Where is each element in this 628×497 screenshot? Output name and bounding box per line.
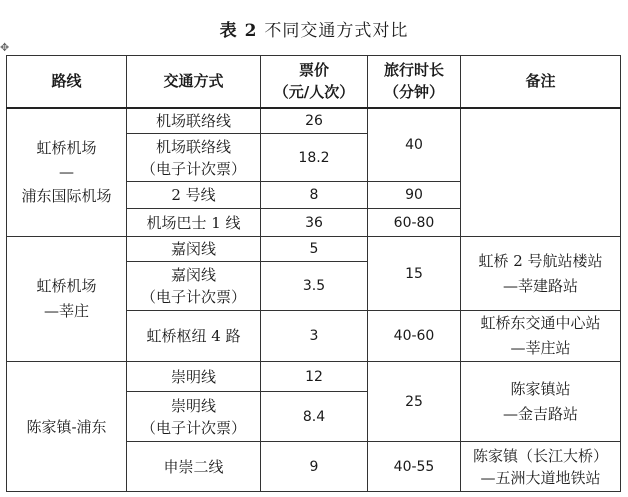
route-cell: 陈家镇-浦东	[7, 362, 127, 492]
caption-title: 不同交通方式对比	[264, 21, 409, 41]
fare-cell: 5	[261, 237, 368, 262]
table-row	[7, 237, 621, 262]
route-line: —莘庄	[43, 302, 89, 320]
header-fare-line1: 票价	[298, 61, 329, 80]
note-line: 虹桥东交通中心站	[480, 314, 601, 332]
time-cell: 60-80	[368, 209, 461, 237]
note-line: —五洲大道地铁站	[480, 468, 601, 487]
mode-cell: 虹桥枢纽 4 路	[127, 311, 261, 362]
fare-cell: 9	[261, 442, 368, 492]
mode-cell: 机场联络线	[127, 108, 261, 134]
comparison-table	[6, 55, 621, 492]
route-cell	[7, 237, 127, 362]
header-note: 备注	[461, 56, 621, 108]
header-time	[368, 56, 461, 108]
time-cell: 40-55	[368, 442, 461, 492]
time-cell: 25	[368, 362, 461, 442]
fare-cell: 12	[261, 362, 368, 392]
note-line: 陈家镇站	[510, 379, 571, 398]
route-line: 浦东国际机场	[21, 187, 112, 206]
header-time-line1: 旅行时长	[383, 61, 444, 80]
fare-cell: 3.5	[261, 262, 368, 311]
fare-cell: 3	[261, 311, 368, 362]
route-cell	[7, 108, 127, 237]
mode-line: 机场联络线	[155, 137, 231, 156]
header-fare-line2: （元/人次）	[273, 83, 355, 102]
table-row	[7, 108, 621, 134]
caption-label: 表 2	[219, 21, 258, 41]
mode-cell: 机场巴士 1 线	[127, 209, 261, 237]
fare-cell: 36	[261, 209, 368, 237]
note-cell	[461, 362, 621, 442]
mode-cell	[127, 134, 261, 182]
mode-line: （电子计次票）	[140, 418, 246, 437]
mode-cell	[127, 392, 261, 442]
header-time-line2: （分钟）	[383, 83, 444, 102]
fare-cell: 8	[261, 182, 368, 209]
note-cell	[461, 108, 621, 237]
note-cell	[461, 442, 621, 492]
note-line: —莘庄站	[510, 339, 571, 357]
time-cell: 90	[368, 182, 461, 209]
table-caption	[0, 16, 628, 41]
mode-line: 嘉闵线	[170, 266, 216, 284]
header-fare	[261, 56, 368, 108]
header-route: 路线	[7, 56, 127, 108]
note-line: —金吉路站	[502, 404, 578, 423]
route-line: 虹桥机场	[36, 139, 97, 158]
fare-cell: 26	[261, 108, 368, 134]
header-row	[7, 56, 621, 108]
time-cell: 40	[368, 108, 461, 182]
mode-cell: 申崇二线	[127, 442, 261, 492]
mode-cell: 嘉闵线	[127, 237, 261, 262]
mode-line: （电子计次票）	[140, 159, 246, 178]
mode-cell: 崇明线	[127, 362, 261, 392]
fare-cell: 8.4	[261, 392, 368, 442]
note-line: 虹桥 2 号航站楼站	[478, 251, 603, 270]
time-cell: 15	[368, 237, 461, 311]
fare-cell: 18.2	[261, 134, 368, 182]
mode-line: （电子计次票）	[140, 288, 246, 306]
mode-line: 崇明线	[170, 396, 216, 415]
mode-cell: 2 号线	[127, 182, 261, 209]
note-cell	[461, 311, 621, 362]
note-line: —莘建路站	[502, 276, 578, 295]
route-line: 虹桥机场	[36, 277, 97, 295]
mode-cell	[127, 262, 261, 311]
time-cell: 40-60	[368, 311, 461, 362]
move-handle-icon[interactable]: ✥	[0, 41, 10, 54]
table-row	[7, 362, 621, 392]
note-cell	[461, 237, 621, 311]
note-line: 陈家镇（长江大桥）	[472, 446, 608, 465]
route-line: —	[59, 163, 74, 182]
header-mode: 交通方式	[127, 56, 261, 108]
